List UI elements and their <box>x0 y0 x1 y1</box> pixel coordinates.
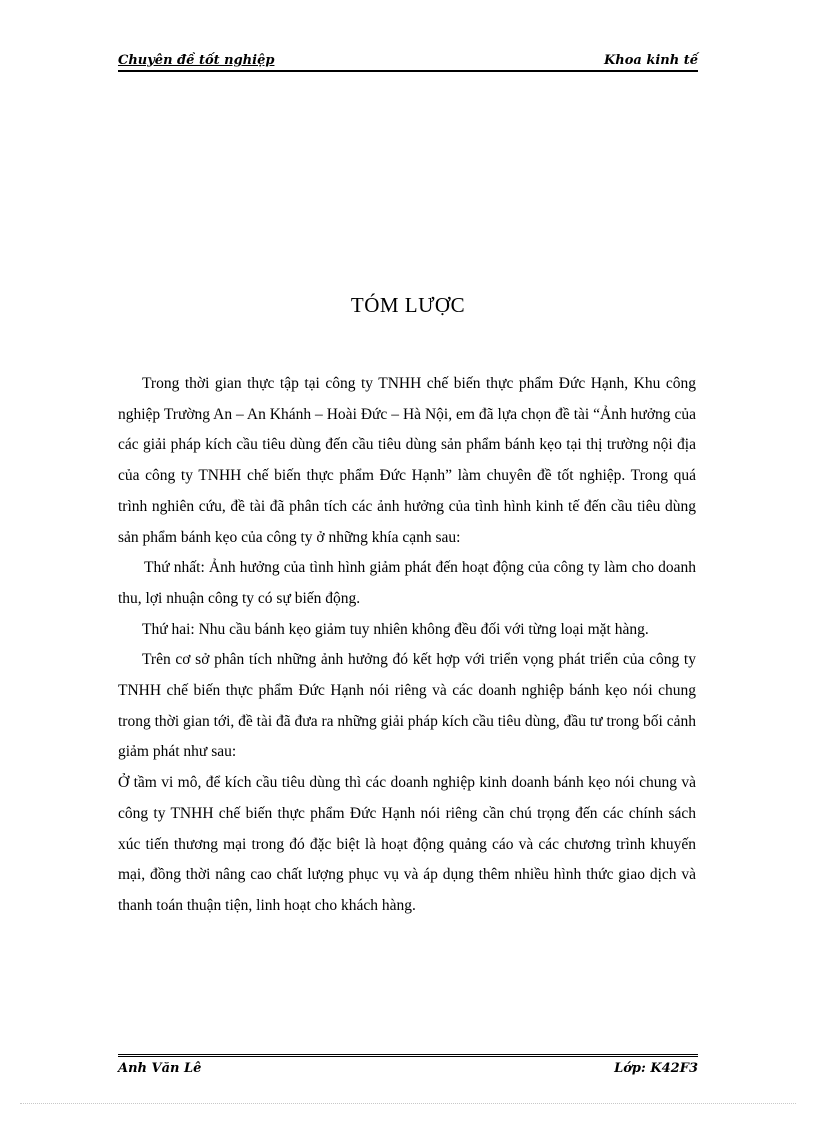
page-edge-divider <box>20 1103 796 1104</box>
paragraph-introduction: Trong thời gian thực tập tại công ty TNHH chế biến thực phẩm Đức Hạnh, Khu công nghiệp Trường An – An Khánh – Hoài Đức – Hà Nội, em đã lựa chọn đề tài “Ảnh hưởng của các giải pháp kích cầu tiêu dùng đến cầu tiêu dùng sản phẩm bánh kẹo tại thị trường nội địa của công ty TNHH chế biến thực phẩm Đức Hạnh” làm chuyên đề tốt nghiệp. Trong quá trình nghiên cứu, đề tài đã phân tích các ảnh hưởng của tình hình kinh tế đến cầu tiêu dùng sản phẩm bánh kẹo của công ty ở những khía cạnh sau: <box>118 375 696 546</box>
footer-author: Anh Văn Lê <box>118 1061 202 1076</box>
header-document-type: Chuyên đề tốt nghiệp <box>118 53 275 68</box>
paragraph-second-point: Thứ hai: Nhu cầu bánh kẹo giảm tuy nhiên không đều đối với từng loại mặt hàng. <box>142 620 649 638</box>
page-footer <box>118 1054 698 1081</box>
paragraph-solutions-intro: Trên cơ sở phân tích những ảnh hưởng đó kết hợp với triển vọng phát triển của công ty TNHH chế biến thực phẩm Đức Hạnh nói riêng và các doanh nghiệp bánh kẹo nói chung trong thời gian tới, đề tài đã đưa ra những giải pháp kích cầu tiêu dùng, đầu tư trong bối cảnh giảm phát như sau: <box>118 651 696 761</box>
paragraph-first-point: Thứ nhất: Ảnh hưởng của tình hình giảm phát đến hoạt động của công ty làm cho doanh thu, lợi nhuận công ty có sự biến động. <box>118 559 696 607</box>
footer-class: Lớp: K42F3 <box>614 1061 698 1076</box>
document-body <box>118 369 696 922</box>
page-title: TÓM LƯỢC <box>350 293 466 317</box>
header-faculty: Khoa kinh tế <box>603 53 698 68</box>
paragraph-micro-level: Ở tầm vi mô, để kích cầu tiêu dùng thì các doanh nghiệp kinh doanh bánh kẹo nói chung và công ty TNHH chế biến thực phẩm Đức Hạnh nói riêng cần chú trọng đến các chính sách xúc tiến thương mại trong đó đặc biệt là hoạt động quảng cáo và các chương trình khuyến mại, đồng thời nâng cao chất lượng phục vụ và áp dụng thêm nhiều hình thức giao dịch và thanh toán thuận tiện, linh hoạt cho khách hàng. <box>118 774 696 914</box>
page-header <box>118 50 698 72</box>
